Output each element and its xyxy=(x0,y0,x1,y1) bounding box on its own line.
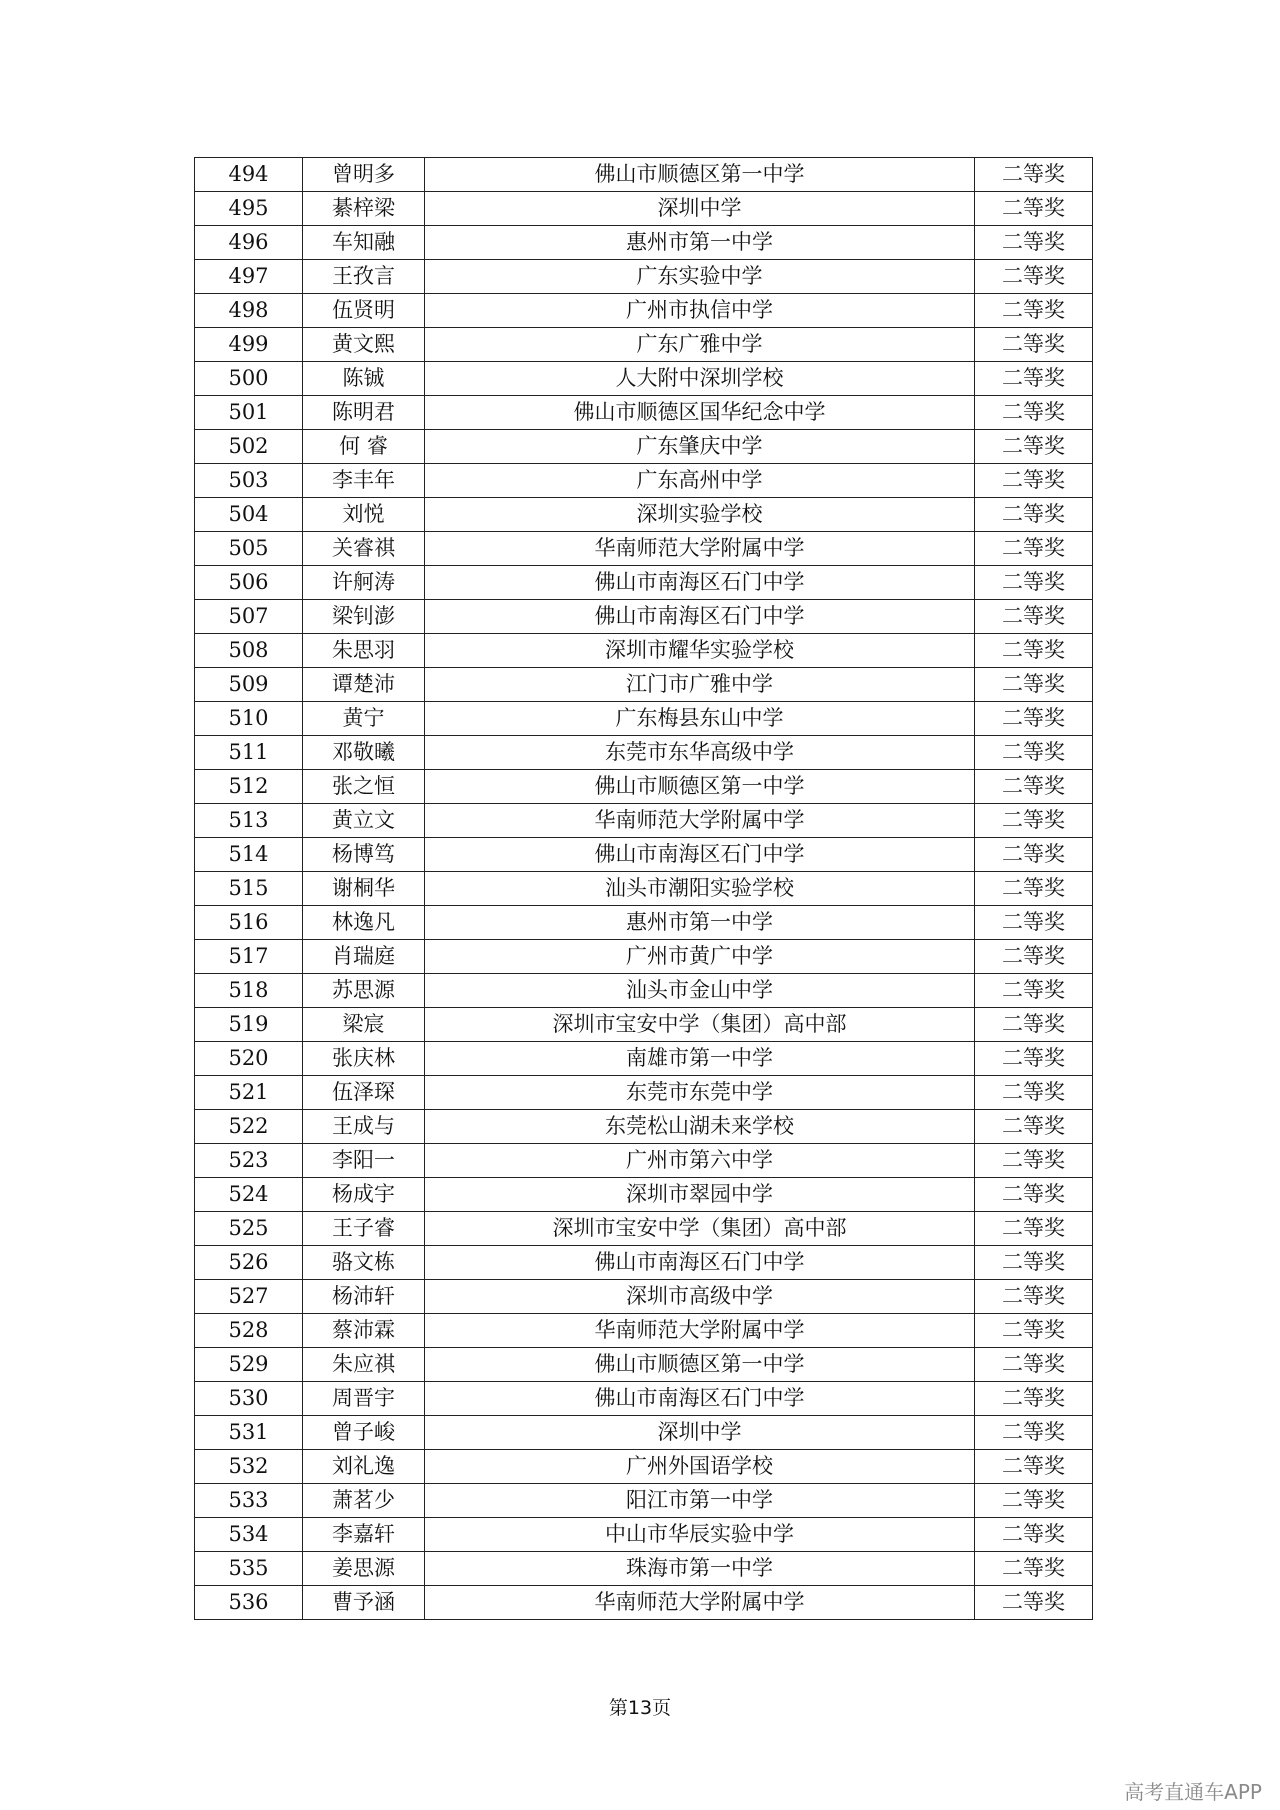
cell-award: 二等奖 xyxy=(975,770,1093,804)
cell-number: 529 xyxy=(195,1348,303,1382)
cell-number: 507 xyxy=(195,600,303,634)
cell-number: 506 xyxy=(195,566,303,600)
cell-number: 530 xyxy=(195,1382,303,1416)
cell-award: 二等奖 xyxy=(975,1348,1093,1382)
table-row xyxy=(195,464,1093,498)
cell-award: 二等奖 xyxy=(975,804,1093,838)
cell-award: 二等奖 xyxy=(975,1076,1093,1110)
cell-name: 曾子峻 xyxy=(303,1416,425,1450)
cell-award: 二等奖 xyxy=(975,1450,1093,1484)
cell-award: 二等奖 xyxy=(975,838,1093,872)
cell-school: 广东肇庆中学 xyxy=(425,430,975,464)
cell-name: 曹予涵 xyxy=(303,1586,425,1620)
cell-number: 533 xyxy=(195,1484,303,1518)
cell-award: 二等奖 xyxy=(975,430,1093,464)
cell-school: 佛山市南海区石门中学 xyxy=(425,838,975,872)
cell-number: 517 xyxy=(195,940,303,974)
table-row xyxy=(195,1212,1093,1246)
cell-award: 二等奖 xyxy=(975,872,1093,906)
cell-school: 中山市华辰实验中学 xyxy=(425,1518,975,1552)
table-row xyxy=(195,1348,1093,1382)
cell-name: 张之恒 xyxy=(303,770,425,804)
cell-school: 广州市执信中学 xyxy=(425,294,975,328)
cell-school: 深圳实验学校 xyxy=(425,498,975,532)
cell-award: 二等奖 xyxy=(975,702,1093,736)
cell-award: 二等奖 xyxy=(975,226,1093,260)
cell-school: 汕头市金山中学 xyxy=(425,974,975,1008)
cell-name: 王孜言 xyxy=(303,260,425,294)
cell-school: 深圳中学 xyxy=(425,1416,975,1450)
cell-name: 黄立文 xyxy=(303,804,425,838)
cell-award: 二等奖 xyxy=(975,260,1093,294)
table-row xyxy=(195,1008,1093,1042)
table-row xyxy=(195,1586,1093,1620)
cell-award: 二等奖 xyxy=(975,294,1093,328)
table-row xyxy=(195,1246,1093,1280)
table-row xyxy=(195,430,1093,464)
cell-school: 深圳市宝安中学（集团）高中部 xyxy=(425,1212,975,1246)
table-row xyxy=(195,260,1093,294)
cell-award: 二等奖 xyxy=(975,464,1093,498)
table-row xyxy=(195,838,1093,872)
cell-name: 陈铖 xyxy=(303,362,425,396)
cell-school: 南雄市第一中学 xyxy=(425,1042,975,1076)
cell-number: 502 xyxy=(195,430,303,464)
cell-school: 惠州市第一中学 xyxy=(425,906,975,940)
table-row xyxy=(195,940,1093,974)
table-row xyxy=(195,192,1093,226)
cell-number: 528 xyxy=(195,1314,303,1348)
cell-award: 二等奖 xyxy=(975,1552,1093,1586)
cell-award: 二等奖 xyxy=(975,974,1093,1008)
watermark: 高考直通车APP xyxy=(1124,1780,1262,1804)
cell-school: 人大附中深圳学校 xyxy=(425,362,975,396)
table-row xyxy=(195,770,1093,804)
cell-name: 綦梓梁 xyxy=(303,192,425,226)
cell-school: 广东实验中学 xyxy=(425,260,975,294)
cell-name: 谭楚沛 xyxy=(303,668,425,702)
table-row xyxy=(195,1518,1093,1552)
cell-number: 513 xyxy=(195,804,303,838)
cell-school: 阳江市第一中学 xyxy=(425,1484,975,1518)
table-row xyxy=(195,362,1093,396)
cell-name: 骆文栋 xyxy=(303,1246,425,1280)
cell-number: 498 xyxy=(195,294,303,328)
cell-name: 周晋宇 xyxy=(303,1382,425,1416)
table-row xyxy=(195,1280,1093,1314)
table-row xyxy=(195,872,1093,906)
cell-school: 惠州市第一中学 xyxy=(425,226,975,260)
cell-award: 二等奖 xyxy=(975,1280,1093,1314)
cell-school: 江门市广雅中学 xyxy=(425,668,975,702)
cell-name: 李丰年 xyxy=(303,464,425,498)
cell-name: 梁宸 xyxy=(303,1008,425,1042)
cell-number: 510 xyxy=(195,702,303,736)
cell-number: 508 xyxy=(195,634,303,668)
cell-number: 521 xyxy=(195,1076,303,1110)
cell-award: 二等奖 xyxy=(975,532,1093,566)
cell-name: 林逸凡 xyxy=(303,906,425,940)
cell-number: 504 xyxy=(195,498,303,532)
cell-name: 张庆林 xyxy=(303,1042,425,1076)
table-row xyxy=(195,328,1093,362)
cell-number: 518 xyxy=(195,974,303,1008)
cell-school: 深圳中学 xyxy=(425,192,975,226)
cell-award: 二等奖 xyxy=(975,940,1093,974)
cell-school: 珠海市第一中学 xyxy=(425,1552,975,1586)
cell-number: 497 xyxy=(195,260,303,294)
cell-school: 广东梅县东山中学 xyxy=(425,702,975,736)
cell-award: 二等奖 xyxy=(975,1008,1093,1042)
cell-award: 二等奖 xyxy=(975,1042,1093,1076)
cell-name: 肖瑞庭 xyxy=(303,940,425,974)
cell-award: 二等奖 xyxy=(975,668,1093,702)
cell-number: 524 xyxy=(195,1178,303,1212)
cell-name: 车知融 xyxy=(303,226,425,260)
cell-number: 496 xyxy=(195,226,303,260)
cell-number: 505 xyxy=(195,532,303,566)
cell-name: 邓敬曦 xyxy=(303,736,425,770)
cell-number: 516 xyxy=(195,906,303,940)
table-row xyxy=(195,1382,1093,1416)
table-row xyxy=(195,804,1093,838)
cell-name: 黄文熙 xyxy=(303,328,425,362)
table-row xyxy=(195,532,1093,566)
cell-name: 何 睿 xyxy=(303,430,425,464)
cell-name: 朱应祺 xyxy=(303,1348,425,1382)
cell-number: 535 xyxy=(195,1552,303,1586)
cell-number: 495 xyxy=(195,192,303,226)
cell-award: 二等奖 xyxy=(975,1416,1093,1450)
table-row xyxy=(195,1416,1093,1450)
cell-award: 二等奖 xyxy=(975,634,1093,668)
cell-school: 华南师范大学附属中学 xyxy=(425,804,975,838)
cell-school: 佛山市顺德区第一中学 xyxy=(425,770,975,804)
cell-award: 二等奖 xyxy=(975,1212,1093,1246)
cell-name: 朱思羽 xyxy=(303,634,425,668)
cell-school: 广州外国语学校 xyxy=(425,1450,975,1484)
cell-number: 499 xyxy=(195,328,303,362)
cell-school: 华南师范大学附属中学 xyxy=(425,1314,975,1348)
cell-number: 522 xyxy=(195,1110,303,1144)
cell-name: 李嘉轩 xyxy=(303,1518,425,1552)
award-table-body xyxy=(195,158,1093,1620)
cell-award: 二等奖 xyxy=(975,498,1093,532)
cell-number: 503 xyxy=(195,464,303,498)
cell-school: 广州市第六中学 xyxy=(425,1144,975,1178)
cell-name: 伍泽琛 xyxy=(303,1076,425,1110)
cell-school: 广东广雅中学 xyxy=(425,328,975,362)
table-row xyxy=(195,1144,1093,1178)
cell-number: 526 xyxy=(195,1246,303,1280)
cell-school: 深圳市翠园中学 xyxy=(425,1178,975,1212)
cell-number: 527 xyxy=(195,1280,303,1314)
table-row xyxy=(195,1076,1093,1110)
cell-award: 二等奖 xyxy=(975,1518,1093,1552)
cell-name: 李阳一 xyxy=(303,1144,425,1178)
cell-award: 二等奖 xyxy=(975,736,1093,770)
cell-name: 姜思源 xyxy=(303,1552,425,1586)
cell-school: 佛山市南海区石门中学 xyxy=(425,1246,975,1280)
table-row xyxy=(195,498,1093,532)
award-table xyxy=(194,157,1093,1620)
cell-school: 佛山市南海区石门中学 xyxy=(425,566,975,600)
cell-name: 梁钊澎 xyxy=(303,600,425,634)
cell-award: 二等奖 xyxy=(975,1382,1093,1416)
cell-school: 广东高州中学 xyxy=(425,464,975,498)
cell-school: 深圳市宝安中学（集团）高中部 xyxy=(425,1008,975,1042)
cell-number: 532 xyxy=(195,1450,303,1484)
page-number: 第13页 xyxy=(608,1697,672,1719)
cell-award: 二等奖 xyxy=(975,362,1093,396)
cell-number: 514 xyxy=(195,838,303,872)
cell-award: 二等奖 xyxy=(975,1314,1093,1348)
cell-name: 关睿祺 xyxy=(303,532,425,566)
cell-name: 杨成宇 xyxy=(303,1178,425,1212)
table-row xyxy=(195,566,1093,600)
cell-award: 二等奖 xyxy=(975,328,1093,362)
cell-name: 刘悦 xyxy=(303,498,425,532)
cell-school: 佛山市南海区石门中学 xyxy=(425,1382,975,1416)
table-row xyxy=(195,736,1093,770)
table-row xyxy=(195,1042,1093,1076)
cell-school: 汕头市潮阳实验学校 xyxy=(425,872,975,906)
cell-award: 二等奖 xyxy=(975,1586,1093,1620)
table-row xyxy=(195,1110,1093,1144)
cell-number: 509 xyxy=(195,668,303,702)
cell-number: 523 xyxy=(195,1144,303,1178)
cell-number: 494 xyxy=(195,158,303,192)
cell-number: 500 xyxy=(195,362,303,396)
cell-number: 536 xyxy=(195,1586,303,1620)
cell-award: 二等奖 xyxy=(975,158,1093,192)
cell-award: 二等奖 xyxy=(975,396,1093,430)
cell-school: 深圳市耀华实验学校 xyxy=(425,634,975,668)
table-row xyxy=(195,158,1093,192)
cell-award: 二等奖 xyxy=(975,1246,1093,1280)
cell-number: 520 xyxy=(195,1042,303,1076)
cell-name: 萧茗少 xyxy=(303,1484,425,1518)
table-row xyxy=(195,668,1093,702)
cell-name: 伍贤明 xyxy=(303,294,425,328)
cell-name: 王成与 xyxy=(303,1110,425,1144)
cell-name: 蔡沛霖 xyxy=(303,1314,425,1348)
cell-award: 二等奖 xyxy=(975,906,1093,940)
table-row xyxy=(195,600,1093,634)
cell-number: 501 xyxy=(195,396,303,430)
cell-school: 广州市黄广中学 xyxy=(425,940,975,974)
cell-school: 东莞松山湖未来学校 xyxy=(425,1110,975,1144)
cell-number: 515 xyxy=(195,872,303,906)
cell-school: 华南师范大学附属中学 xyxy=(425,1586,975,1620)
table-row xyxy=(195,226,1093,260)
table-row xyxy=(195,1484,1093,1518)
cell-school: 华南师范大学附属中学 xyxy=(425,532,975,566)
table-row xyxy=(195,294,1093,328)
cell-school: 东莞市东华高级中学 xyxy=(425,736,975,770)
cell-name: 黄宁 xyxy=(303,702,425,736)
cell-school: 佛山市顺德区第一中学 xyxy=(425,1348,975,1382)
cell-name: 杨沛轩 xyxy=(303,1280,425,1314)
table-row xyxy=(195,396,1093,430)
cell-name: 谢桐华 xyxy=(303,872,425,906)
cell-award: 二等奖 xyxy=(975,1110,1093,1144)
table-row xyxy=(195,1314,1093,1348)
table-row xyxy=(195,702,1093,736)
table-row xyxy=(195,974,1093,1008)
cell-award: 二等奖 xyxy=(975,1178,1093,1212)
cell-name: 杨博笃 xyxy=(303,838,425,872)
cell-number: 525 xyxy=(195,1212,303,1246)
cell-name: 苏思源 xyxy=(303,974,425,1008)
cell-name: 陈明君 xyxy=(303,396,425,430)
cell-award: 二等奖 xyxy=(975,566,1093,600)
cell-name: 曾明多 xyxy=(303,158,425,192)
table-row xyxy=(195,1178,1093,1212)
cell-school: 佛山市顺德区第一中学 xyxy=(425,158,975,192)
cell-school: 佛山市顺德区国华纪念中学 xyxy=(425,396,975,430)
cell-name: 王子睿 xyxy=(303,1212,425,1246)
cell-number: 519 xyxy=(195,1008,303,1042)
table-row xyxy=(195,634,1093,668)
cell-number: 512 xyxy=(195,770,303,804)
cell-number: 511 xyxy=(195,736,303,770)
cell-award: 二等奖 xyxy=(975,1484,1093,1518)
cell-name: 刘礼逸 xyxy=(303,1450,425,1484)
cell-school: 东莞市东莞中学 xyxy=(425,1076,975,1110)
cell-name: 许舸涛 xyxy=(303,566,425,600)
cell-award: 二等奖 xyxy=(975,1144,1093,1178)
cell-school: 深圳市高级中学 xyxy=(425,1280,975,1314)
cell-award: 二等奖 xyxy=(975,192,1093,226)
table-row xyxy=(195,906,1093,940)
cell-number: 531 xyxy=(195,1416,303,1450)
cell-award: 二等奖 xyxy=(975,600,1093,634)
cell-number: 534 xyxy=(195,1518,303,1552)
table-row xyxy=(195,1552,1093,1586)
cell-school: 佛山市南海区石门中学 xyxy=(425,600,975,634)
table-row xyxy=(195,1450,1093,1484)
